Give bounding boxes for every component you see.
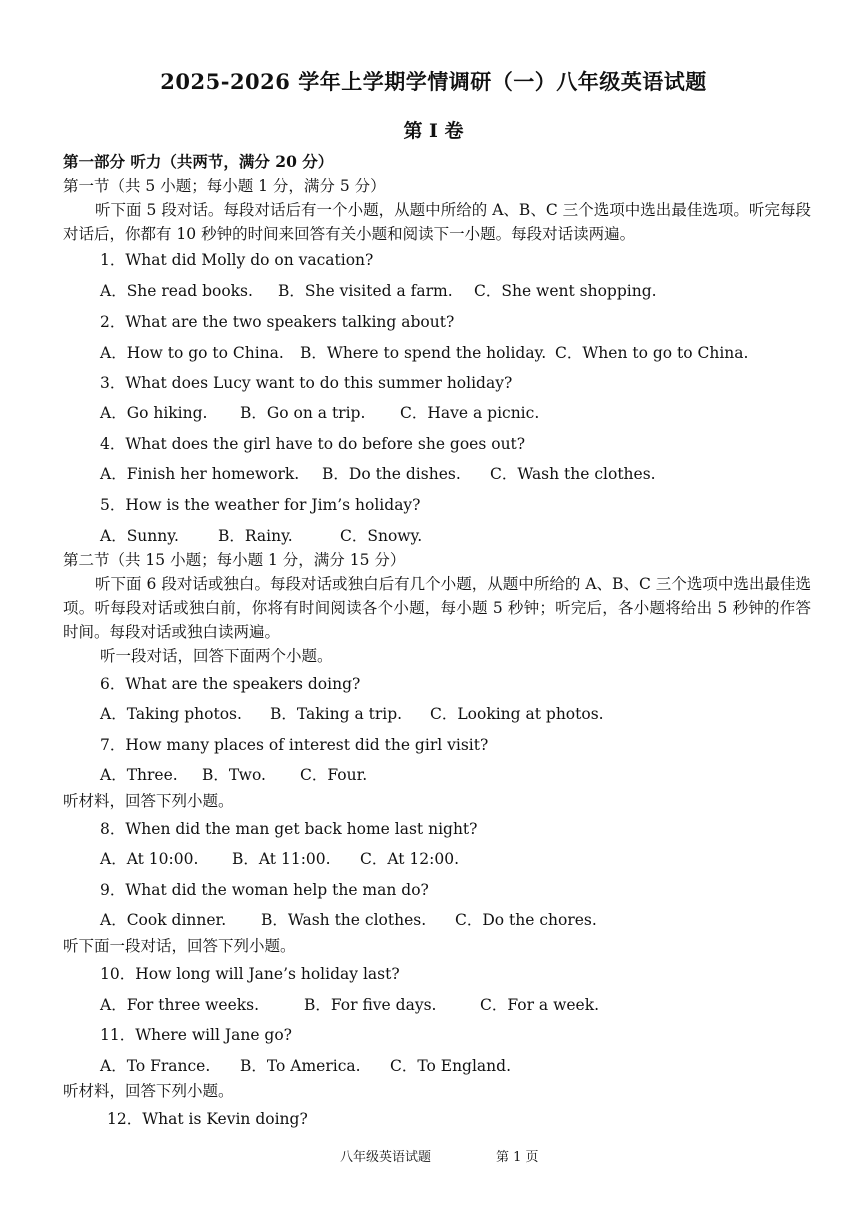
section1-heading: 第一节（共 5 小题；每小题 1 分，满分 5 分）	[63, 177, 386, 195]
section2-heading: 第二节（共 15 小题；每小题 1 分，满分 15 分）	[63, 551, 406, 569]
option-c: C．Wash the clothes.	[490, 465, 656, 483]
question-3: 3．What does Lucy want to do this summer holiday?	[100, 374, 513, 392]
option-b: B．Go on a trip.	[240, 404, 366, 422]
section1-instructions: 听下面 5 段对话。每段对话后有一个小题，从题中所给的 A、B、C 三个选项中选出最佳选项。听完每段对话后，你都有 10 秒钟的时间来回答有关小题和阅读下一小题。每段对话读两遍。	[63, 201, 811, 243]
question-2: 2．What are the two speakers talking about?	[100, 313, 455, 331]
option-b: B．Rainy.	[218, 527, 293, 545]
question-6: 6．What are the speakers doing?	[100, 675, 361, 693]
exam-title: 2025-2026 学年上学期学情调研（一）八年级英语试题	[160, 69, 707, 94]
option-b: B．At 11:00.	[232, 850, 331, 868]
option-b: B．Wash the clothes.	[261, 911, 427, 929]
option-c: C．Snowy.	[340, 527, 423, 545]
option-a: A．Sunny.	[100, 527, 179, 545]
option-c: C．To England.	[390, 1057, 512, 1075]
option-b: B．She visited a farm.	[278, 282, 453, 300]
question-4: 4．What does the girl have to do before she goes out?	[100, 435, 526, 453]
option-a: A．Cook dinner.	[100, 911, 227, 929]
option-c: C．Four.	[300, 766, 368, 784]
option-b: B．To America.	[240, 1057, 361, 1075]
option-c: C．She went shopping.	[474, 282, 657, 300]
option-c: C．Do the chores.	[455, 911, 597, 929]
option-a: A．How to go to China.	[100, 344, 284, 362]
question-8: 8．When did the man get back home last night?	[100, 820, 478, 838]
question-12: 12．What is Kevin doing?	[107, 1110, 308, 1128]
volume-heading: 第 I 卷	[403, 120, 464, 142]
option-a: A．Three.	[100, 766, 178, 784]
part1-heading: 第一部分 听力（共两节，满分 20 分）	[63, 152, 334, 171]
section2-instructions: 听下面 6 段对话或独白。每段对话或独白后有几个小题，从题中所给的 A、B、C 三个选项中选出最佳选项。听每段对话或独白前，你将有时间阅读各个小题，每小题 5 秒钟；听完后，各小题将给出 5 秒钟的作答时间。每段对话或独白读两遍。	[63, 575, 811, 641]
question-1: 1．What did Molly do on vacation?	[100, 251, 374, 269]
sub-instruction: 听一段对话，回答下面两个小题。	[100, 647, 333, 665]
option-a: A．Finish her homework.	[100, 465, 300, 483]
option-b: B．Two.	[202, 766, 266, 784]
option-c: C．Looking at photos.	[430, 705, 604, 723]
option-a: A．Go hiking.	[100, 404, 208, 422]
option-b: B．Where to spend the holiday.	[300, 344, 547, 362]
option-a: A．For three weeks.	[100, 996, 260, 1014]
question-5: 5．How is the weather for Jim’s holiday?	[100, 496, 421, 514]
question-11: 11．Where will Jane go?	[100, 1026, 292, 1044]
option-a: A．At 10:00.	[100, 850, 199, 868]
option-a: A．Taking photos.	[100, 705, 242, 723]
option-c: C．When to go to China.	[555, 344, 749, 362]
question-7: 7．How many places of interest did the girl visit?	[100, 736, 489, 754]
option-c: C．Have a picnic.	[400, 404, 540, 422]
page-number: 第 1 页	[496, 1150, 539, 1165]
footer-subject: 八年级英语试题	[340, 1150, 432, 1165]
option-b: B．Do the dishes.	[322, 465, 461, 483]
question-9: 9．What did the woman help the man do?	[100, 881, 429, 899]
option-b: B．Taking a trip.	[270, 705, 403, 723]
sub-instruction: 听下面一段对话，回答下列小题。	[63, 937, 296, 955]
option-b: B．For five days.	[304, 996, 437, 1014]
option-a: A．She read books.	[100, 282, 253, 300]
option-a: A．To France.	[100, 1057, 211, 1075]
option-c: C．For a week.	[480, 996, 600, 1014]
sub-instruction: 听材料，回答下列小题。	[63, 792, 234, 810]
sub-instruction: 听材料，回答下列小题。	[63, 1082, 234, 1100]
option-c: C．At 12:00.	[360, 850, 460, 868]
question-10: 10．How long will Jane’s holiday last?	[100, 965, 400, 983]
